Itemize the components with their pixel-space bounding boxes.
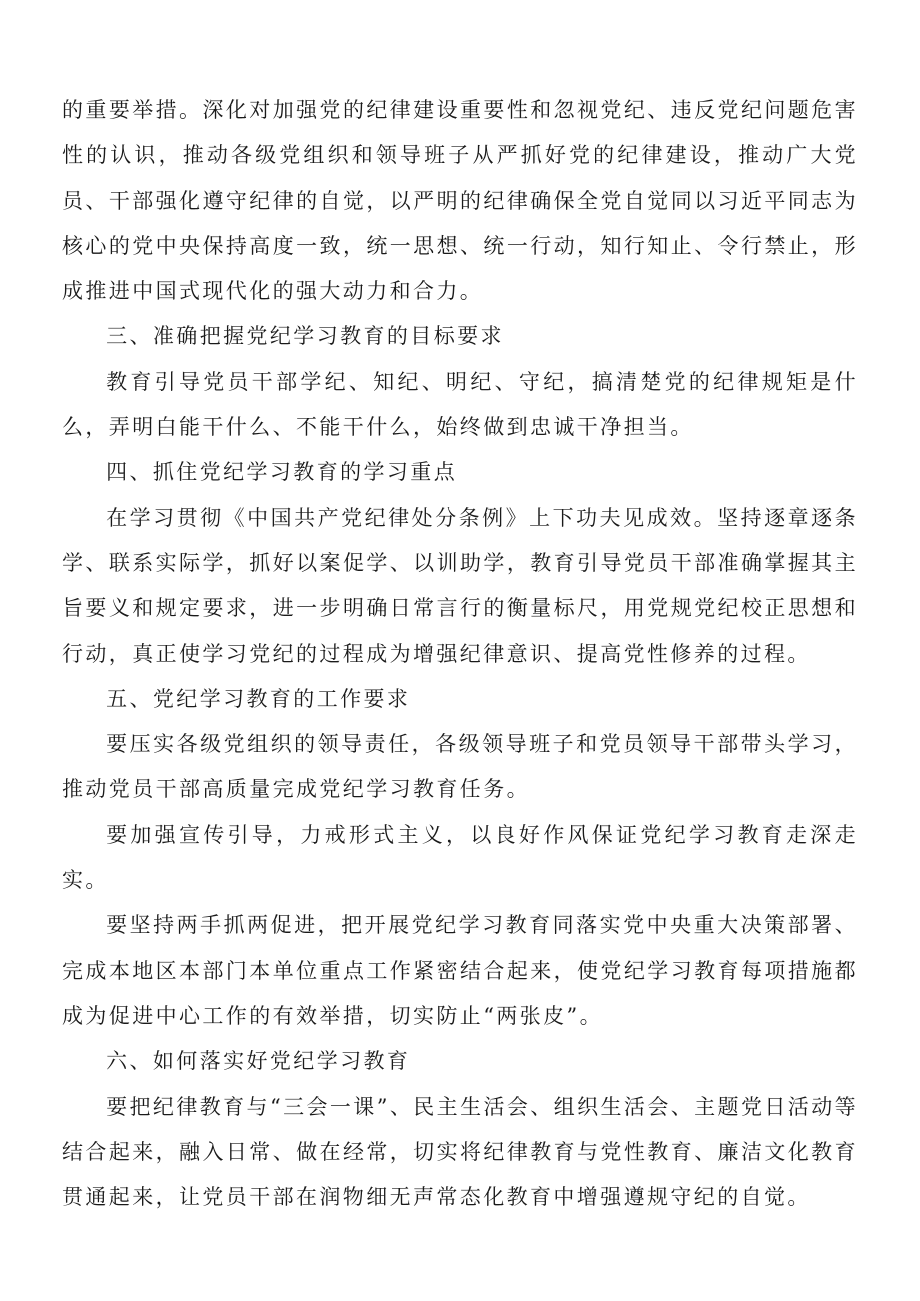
section-heading-4: 四、抓住党纪学习教育的学习重点 [106, 460, 458, 485]
section-5-paragraph-2: 要加强宣传引导，力戒形式主义，以良好作风保证党纪学习教育走深走实。 [62, 822, 858, 893]
section-heading-3: 三、准确把握党纪学习教育的目标要求 [106, 324, 504, 349]
section-5-paragraph-1: 要压实各级党组织的领导责任，各级领导班子和党员领导干部带头学习，推动党员干部高质量完成党纪学习教育任务。 [62, 732, 858, 802]
document-page [62, 88, 858, 1220]
section-4-paragraph: 在学习贯彻《中国共产党纪律处分条例》上下功夫见成效。坚持逐章逐条学、联系实际学，抓好以案促学、以训助学，教育引导党员干部准确掌握其主旨要义和规定要求，进一步明确日常言行的衡量标尺，用党规党纪校正思想和行动，真正使学习党纪的过程成为增强纪律意识、提高党性修养的过程。 [62, 505, 858, 666]
section-heading-5: 五、党纪学习教育的工作要求 [106, 686, 411, 711]
section-5-paragraph-3: 要坚持两手抓两促进，把开展党纪学习教育同落实党中央重大决策部署、完成本地区本部门本单位重点工作紧密结合起来，使党纪学习教育每项措施都成为促进中心工作的有效举措，切实防止“两张皮”。 [62, 913, 858, 1028]
section-6-paragraph: 要把纪律教育与“三会一课”、民主生活会、组织生活会、主题党日活动等结合起来，融入日常、做在经常，切实将纪律教育与党性教育、廉洁文化教育贯通起来，让党员干部在润物细无声常态化教育中增强遵规守纪的自觉。 [62, 1094, 858, 1210]
section-3-paragraph: 教育引导党员干部学纪、知纪、明纪、守纪，搞清楚党的纪律规矩是什么，弄明白能干什么、不能干什么，始终做到忠诚干净担当。 [62, 369, 858, 440]
intro-paragraph: 的重要举措。深化对加强党的纪律建设重要性和忽视党纪、违反党纪问题危害性的认识，推动各级党组织和领导班子从严抓好党的纪律建设，推动广大党员、干部强化遵守纪律的自觉，以严明的纪律确保全党自觉同以习近平同志为核心的党中央保持高度一致，统一思想、统一行动，知行知止、令行禁止，形成推进中国式现代化的强大动力和合力。 [62, 98, 858, 304]
section-heading-6: 六、如何落实好党纪学习教育 [106, 1049, 411, 1074]
